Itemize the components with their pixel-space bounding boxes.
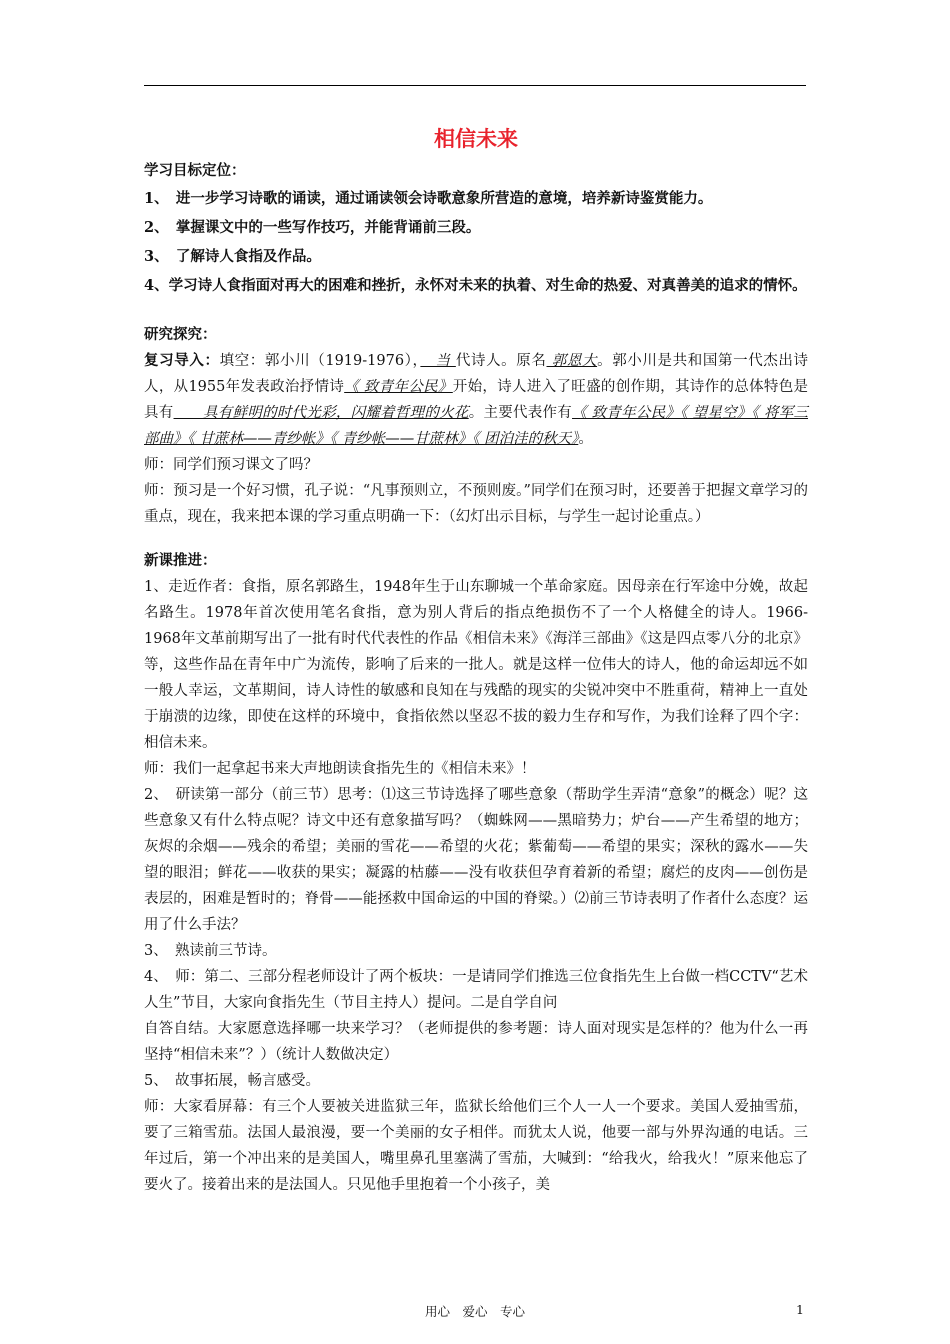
objective-item: 4、学习诗人食指面对再大的困难和挫折，永怀对未来的执着、对生命的热爱、对真善美的追求的情怀。: [144, 277, 807, 294]
review-text: 填空：郭小川（1919-1976），: [219, 353, 421, 369]
fill-blank: 《 致青年公民》: [344, 379, 453, 395]
review-text: 。郭小川是共和国第一代杰出诗人，从1955年发表政治抒情诗: [144, 353, 809, 395]
lesson-paragraph: 1、走近作者：食指，原名郭路生，1948年生于山东聊城一个革命家庭。因母亲在行军途中分娩，故起名路生。1978年首次使用笔名食指，意为别人背后的指点绝损伤不了一个人格健全的诗人。1966-1968年文革前期写出了一批有时代代表性的作品《相信未来》《海洋三部曲》《这是四点零八分的北京》等，这些作品在青年中广为流传，影响了后来的一批人。就是这样一位伟大的诗人，他的命运却远不如一般人幸运，文革期间，诗人诗性的敏感和良知在与残酷的现实的尖锐冲突中不胜重荷，精神上一直处于崩溃的边缘，即使在这样的环境中，食指依然以坚忍不拔的毅力生存和写作，为我们诠释了四个字：相信未来。: [144, 579, 808, 751]
lesson-paragraph: 2、 研读第一部分（前三节）思考：⑴这三节诗选择了哪些意象（帮助学生弄清“意象”的概念）呢？这些意象又有什么特点呢？诗文中还有意象描写吗？（蜘蛛网——黑暗势力；炉台——产生希望的地方；灰烬的余烟——残余的希望；美丽的雪花——希望的火花；紫葡萄——希望的果实；深秋的露水——失望的眼泪；鲜花——收获的果实；凝露的枯藤——没有收获但孕育着新的希望；腐烂的皮肉——创伤是表层的，困难是暂时的；脊骨——能拯救中国命运的中国的脊梁。）⑵前三节诗表明了作者什么态度？运用了什么手法？: [144, 787, 808, 933]
lesson-paragraph: 自答自结。大家愿意选择哪一块来学习？（老师提供的参考题：诗人面对现实是怎样的？他为什么一再坚持“相信未来”？）（统计人数做决定）: [144, 1021, 808, 1063]
page-title: 相信未来: [434, 126, 518, 151]
teacher-dialog: 师：同学们预习课文了吗？: [144, 457, 318, 473]
review-text: 开始，诗人进入了旺盛的创作期，其诗作的总体特色是具有: [144, 379, 809, 421]
lesson-paragraph: 5、 故事拓展，畅言感受。: [144, 1073, 320, 1089]
review-text: 。: [578, 431, 593, 447]
fill-blank: 当: [420, 353, 456, 369]
objectives-heading: 学习目标定位：: [144, 162, 246, 179]
objective-item: 3、 了解诗人食指及作品。: [144, 248, 321, 265]
fill-blank: 具有鲜明的时代光彩，闪耀着哲理的火花: [173, 405, 469, 421]
review-label: 复习导入：: [144, 352, 220, 369]
lesson-paragraph: 师：大家看屏幕：有三个人要被关进监狱三年，监狱长给他们三个人一人一个要求。美国人爱抽雪茄，要了三箱雪茄。法国人最浪漫，要一个美丽的女子相伴。而犹太人说，他要一部与外界沟通的电话。三年过后，第一个冲出来的是美国人，嘴里鼻孔里塞满了雪茄，大喊到：“给我火，给我火！”原来他忘了要火了。接着出来的是法国人。只见他手里抱着一个小孩子，美: [144, 1099, 808, 1193]
header-rule: [144, 85, 806, 86]
review-text: 代诗人。原名: [455, 353, 547, 369]
lesson-paragraph: 3、 熟读前三节诗。: [144, 943, 277, 959]
review-paragraph: [144, 348, 808, 452]
teacher-dialog: 师：预习是一个好习惯，孔子说：“凡事预则立，不预则废。”同学们在预习时，还要善于把握文章学习的重点，现在，我来把本课的学习重点明确一下：（幻灯出示目标，与学生一起讨论重点。）: [144, 483, 808, 525]
objective-item: 1、 进一步学习诗歌的诵读，通过诵读领会诗歌意象所营造的意境，培养新诗鉴赏能力。: [144, 190, 713, 207]
lesson-paragraph: 4、 师：第二、三部分程老师设计了两个板块：一是请同学们推选三位食指先生上台做一档CCTV“艺术人生”节目，大家向食指先生（节目主持人）提问。二是自学自问: [144, 969, 808, 1011]
research-heading: 研究探究：: [144, 326, 217, 343]
footer-motto: 用心 爱心 专心: [424, 1304, 525, 1319]
fill-blank: 郭恩大: [546, 353, 598, 369]
document-body: [144, 124, 808, 1198]
newlesson-heading: 新课推进：: [144, 552, 217, 569]
page-number: 1: [796, 1302, 804, 1317]
lesson-paragraph: 师：我们一起拿起书来大声地朗读食指先生的《相信未来》！: [144, 761, 536, 777]
fill-blank: 《 致青年公民》《 望星空》《 将军三部曲》《 甘蔗林——青纱帐》《 青纱帐——甘蔗林》《 团泊洼的秋天》: [144, 405, 809, 447]
objective-item: 2、 掌握课文中的一些写作技巧，并能背诵前三段。: [144, 219, 481, 236]
review-text: 。主要代表作有: [468, 405, 573, 421]
